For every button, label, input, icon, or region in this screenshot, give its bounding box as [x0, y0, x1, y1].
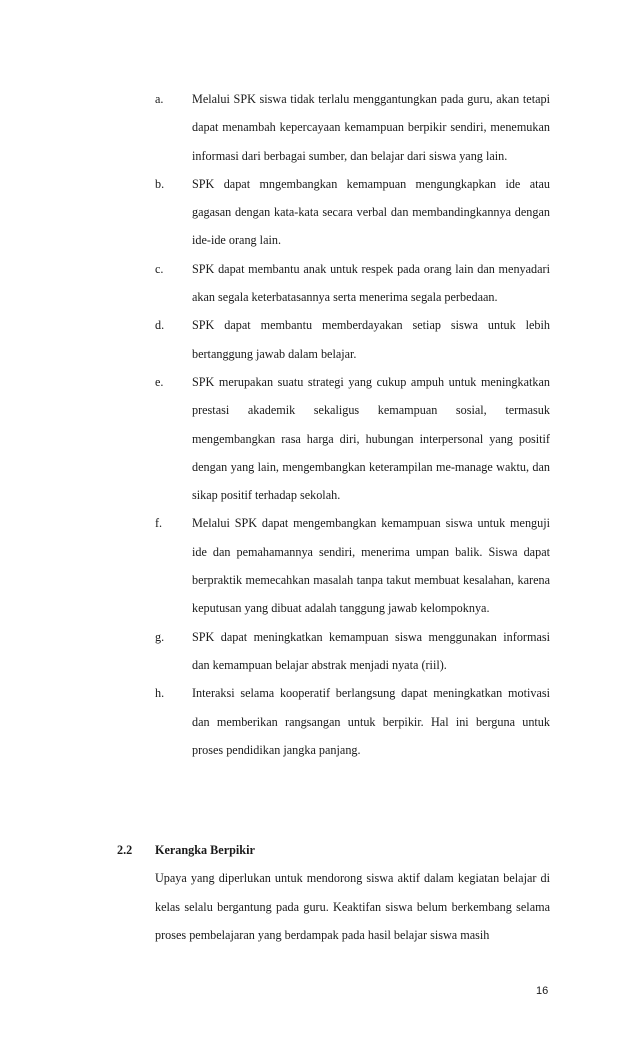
page-number: 16: [536, 985, 549, 997]
list-marker: e.: [155, 374, 164, 389]
list-marker: h.: [155, 686, 165, 701]
section-paragraph: Upaya yang diperlukan untuk mendorong siswa aktif dalam kegiatan belajar di kelas selalu bergantung pada guru. Keaktifan siswa belum berkembang selama proses pembelajaran yang berdampak pada hasil belajar siswa masih: [155, 871, 550, 942]
list-item: [0, 623, 638, 680]
list-item-text: SPK dapat mngembangkan kemampuan mengungkapkan ide atau gagasan dengan kata-kata secara verbal dan membandingkannya dengan ide-ide orang lain.: [192, 176, 550, 248]
list-item: [0, 679, 638, 764]
section-number: 2.2: [117, 843, 133, 857]
list-item: [0, 311, 638, 368]
advantage-list: [0, 85, 638, 764]
list-marker: g.: [155, 629, 165, 644]
list-item-text: SPK merupakan suatu strategi yang cukup ampuh untuk meningkatkan prestasi akademik sekaligus kemampuan sosial, termasuk mengembangkan rasa harga diri, hubungan interpersonal yang positif dengan yang lain, mengembangkan keterampilan me-manage waktu, dan sikap positif terhadap sekolah.: [192, 374, 550, 503]
list-item-text: Melalui SPK dapat mengembangkan kemampuan siswa untuk menguji ide dan pemahamannya sendiri, menerima umpan balik. Siswa dapat berpraktik memecahkan masalah tanpa takut membuat kesalahan, karena keputusan yang dibuat adalah tanggung jawab kelompoknya.: [192, 516, 550, 616]
list-item-text: SPK dapat membantu memberdayakan setiap siswa untuk lebih bertanggung jawab dalam belajar.: [192, 318, 550, 361]
list-item: [0, 255, 638, 312]
list-item-text: SPK dapat meningkatkan kemampuan siswa menggunakan informasi dan kemampuan belajar abstrak menjadi nyata (riil).: [192, 629, 550, 672]
list-item: [0, 509, 638, 622]
list-marker: b.: [155, 176, 165, 191]
list-item: [0, 85, 638, 170]
list-item-text: Interaksi selama kooperatif berlangsung dapat meningkatkan motivasi dan memberikan rangsangan untuk berpikir. Hal ini berguna untuk proses pendidikan jangka panjang.: [192, 686, 550, 757]
list-marker: f.: [155, 516, 163, 531]
section-kerangka-berpikir: [0, 836, 638, 949]
section-title: Kerangka Berpikir: [155, 843, 255, 857]
list-item-text: Melalui SPK siswa tidak terlalu menggantungkan pada guru, akan tetapi dapat menambah kepercayaan kemampuan berpikir sendiri, menemukan informasi dari berbagai sumber, dan belajar dari siswa yang lain.: [192, 92, 550, 163]
list-item: [0, 368, 638, 509]
list-marker: a.: [155, 92, 164, 106]
list-marker: c.: [155, 261, 164, 276]
list-item: [0, 170, 638, 255]
list-marker: d.: [155, 318, 165, 333]
list-item-text: SPK dapat membantu anak untuk respek pada orang lain dan menyadari akan segala keterbatasannya serta menerima segala perbedaan.: [192, 261, 550, 305]
